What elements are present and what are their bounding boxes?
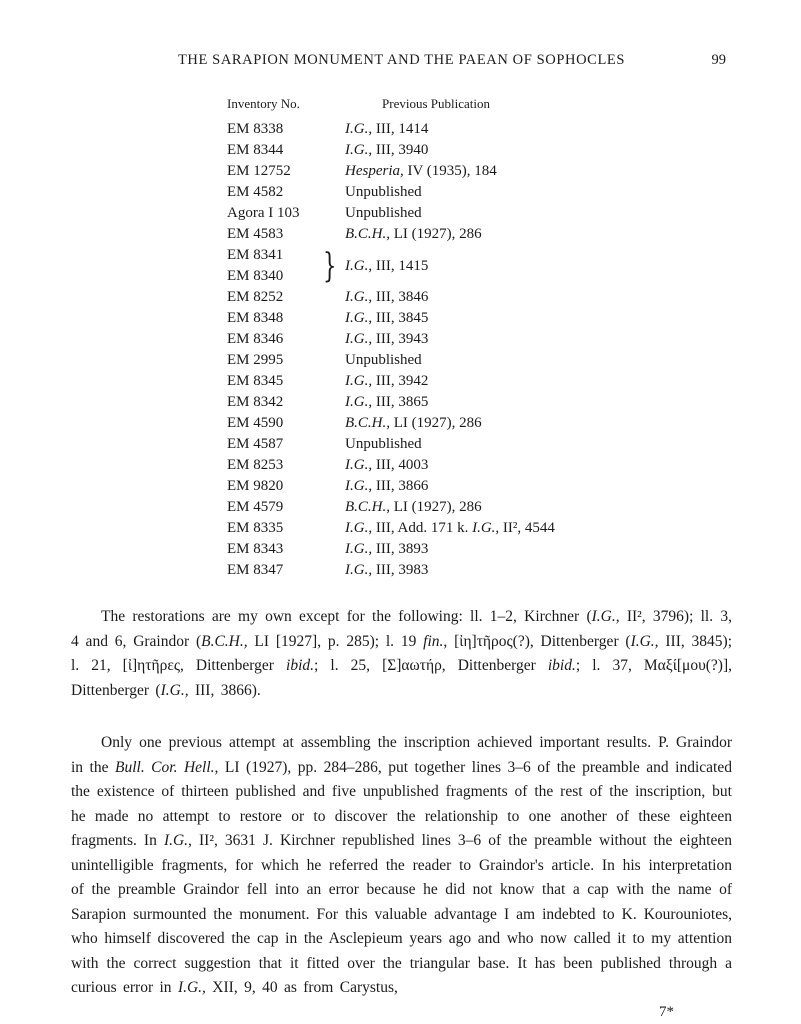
inventory-number: EM 4590 bbox=[227, 415, 284, 431]
signature-mark: 7* bbox=[659, 1003, 674, 1020]
table-header-row bbox=[227, 96, 732, 112]
inventory-number: EM 8344 bbox=[227, 142, 284, 158]
table-row bbox=[227, 497, 732, 518]
publication-ref: I.G., III, 3866 bbox=[345, 478, 429, 494]
publication-ref: Unpublished bbox=[345, 184, 422, 200]
column-header-publication: Previous Publication bbox=[382, 96, 490, 111]
inventory-number: Agora I 103 bbox=[227, 205, 300, 221]
page-header bbox=[71, 52, 732, 69]
table-row bbox=[227, 203, 732, 224]
table-row bbox=[227, 455, 732, 476]
table-row bbox=[227, 161, 732, 182]
table-row bbox=[227, 182, 732, 203]
brace-glyph: } bbox=[323, 246, 337, 286]
table-row bbox=[227, 539, 732, 560]
paragraph-restorations: The restorations are my own except for the following: ll. 1–2, Kirchner (I.G., II², 3796); ll. 3, 4 and 6, Graindor (B.C.H., LI [1927], p. 285); l. 19 fin., [ἰη]τῆρος(?), Dittenberger (I.G., III, 3845); l. 21, [ἰ]ητῆρες, Dittenberger ibid.; l. 25, [Σ]αωτήρ, Dittenberger ibid.; l. 37, Μαξί[μου(?)], Dittenberger (I.G., III, 3866). bbox=[71, 608, 733, 699]
inventory-number: EM 8342 bbox=[227, 394, 284, 410]
publication-ref: I.G., III, Add. 171 k. I.G., II², 4544 bbox=[345, 520, 555, 536]
publication-ref: I.G., III, 1415 bbox=[345, 257, 429, 274]
table-row bbox=[227, 560, 732, 581]
inventory-number: EM 4579 bbox=[227, 499, 284, 515]
publication-ref: I.G., III, 3893 bbox=[345, 541, 429, 557]
table-row bbox=[227, 413, 732, 434]
publication-ref: I.G., III, 3940 bbox=[345, 142, 429, 158]
inventory-number: EM 9820 bbox=[227, 478, 284, 494]
inventory-table bbox=[227, 96, 732, 581]
publication-ref: I.G., III, 3943 bbox=[345, 331, 429, 347]
publication-ref: Unpublished bbox=[345, 436, 422, 452]
inventory-number: EM 4582 bbox=[227, 184, 284, 200]
table-row-braced-group bbox=[227, 245, 732, 287]
table-row bbox=[227, 119, 732, 140]
inventory-number: EM 8252 bbox=[227, 289, 284, 305]
inventory-number: EM 4583 bbox=[227, 226, 284, 242]
publication-ref: Hesperia, IV (1935), 184 bbox=[345, 163, 497, 179]
table-row bbox=[227, 329, 732, 350]
publication-ref: I.G., III, 4003 bbox=[345, 457, 429, 473]
inventory-number: EM 8347 bbox=[227, 562, 284, 578]
table-row bbox=[227, 518, 732, 539]
inventory-number: EM 8338 bbox=[227, 121, 284, 137]
inventory-number: EM 8340 bbox=[227, 268, 284, 284]
column-header-inventory: Inventory No. bbox=[227, 96, 300, 111]
table-row bbox=[227, 371, 732, 392]
inventory-number: EM 8345 bbox=[227, 373, 284, 389]
table-row bbox=[227, 476, 732, 497]
inventory-number: EM 8341 bbox=[227, 247, 284, 263]
publication-ref: I.G., III, 3942 bbox=[345, 373, 429, 389]
table-row bbox=[227, 392, 732, 413]
paragraph-previous-attempts: Only one previous attempt at assembling the inscription achieved important results. P. Graindor in the Bull. Cor. Hell., LI (1927), pp. 284–286, put together lines 3–6 of the preamble and indicated the existence of thirteen published and five unpublished fragments of the rest of the inscription, but he made no attempt to restore or to discover the relationship to one another of these eighteen fragments. In I.G., II², 3631 J. Kirchner republished lines 3–6 of the preamble without the eighteen unintelligible fragments, for which he referred the reader to Graindor's article. In his interpretation of the preamble Graindor fell into an error because he did not know that a cap with the name of Sarapion surmounted the monument. For this valuable advantage I am indebted to K. Kourouniotes, who himself discovered the cap in the Asclepieum years ago and who now called it to my attention with the correct suggestion that it fitted over the triangular base. It has been published through a curious error in I.G., XII, 9, 40 as from Carystus, bbox=[71, 734, 732, 996]
inventory-number: EM 8346 bbox=[227, 331, 284, 347]
table-row bbox=[227, 287, 732, 308]
publication-ref: Unpublished bbox=[345, 352, 422, 368]
inventory-number: EM 8253 bbox=[227, 457, 284, 473]
inventory-number: EM 8343 bbox=[227, 541, 284, 557]
inventory-number-group bbox=[227, 245, 323, 287]
inventory-number: EM 4587 bbox=[227, 436, 284, 452]
publication-ref: B.C.H., LI (1927), 286 bbox=[345, 226, 482, 242]
running-title: THE SARAPION MONUMENT AND THE PAEAN OF SOPHOCLES bbox=[177, 52, 626, 68]
inventory-number: EM 2995 bbox=[227, 352, 284, 368]
page-number: 99 bbox=[711, 52, 726, 68]
table-row bbox=[227, 350, 732, 371]
publication-ref: Unpublished bbox=[345, 205, 422, 221]
publication-ref: I.G., III, 3865 bbox=[345, 394, 429, 410]
publication-ref: I.G., III, 3983 bbox=[345, 562, 429, 578]
table-row bbox=[227, 434, 732, 455]
publication-ref: B.C.H., LI (1927), 286 bbox=[345, 415, 482, 431]
inventory-number: EM 8335 bbox=[227, 520, 284, 536]
publication-ref: I.G., III, 1414 bbox=[345, 121, 429, 137]
publication-ref: I.G., III, 3846 bbox=[345, 289, 429, 305]
publication-ref: B.C.H., LI (1927), 286 bbox=[345, 499, 482, 515]
table-row bbox=[227, 140, 732, 161]
table-row bbox=[227, 224, 732, 245]
inventory-number: EM 8348 bbox=[227, 310, 284, 326]
inventory-number: EM 12752 bbox=[227, 163, 291, 179]
publication-ref: I.G., III, 3845 bbox=[345, 310, 429, 326]
table-row bbox=[227, 308, 732, 329]
